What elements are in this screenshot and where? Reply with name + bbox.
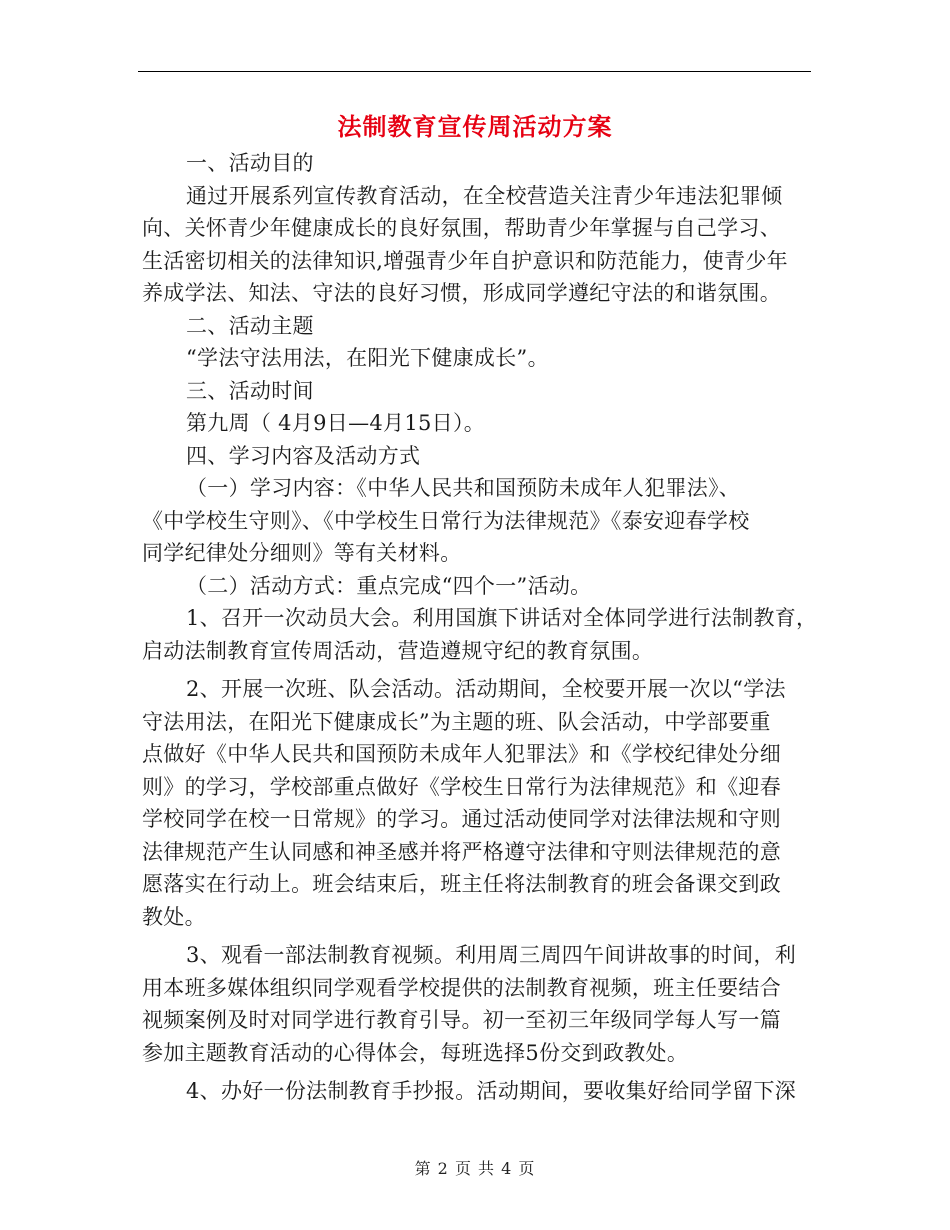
paragraph-line: 视频案例及时对同学进行教育引导。初一至初三年级同学每人写一篇 <box>142 1008 781 1032</box>
paragraph-line: 2、开展一次班、队会活动。活动期间，全校要开展一次以“学法 <box>186 677 786 701</box>
paragraph-line: 向、关怀青少年健康成长的良好氛围，帮助青少年掌握与自己学习、 <box>142 216 781 240</box>
paragraph-line: 同学纪律处分细则》等有关材料。 <box>142 541 462 565</box>
paragraph-line: 愿落实在行动上。班会结束后，班主任将法制教育的班会备课交到政 <box>142 872 781 896</box>
paragraph-line: 1、召开一次动员大会。利用国旗下讲话对全体同学进行法制教育， <box>186 606 818 630</box>
paragraph-line: 第九周（ 4月9日—4月15日）。 <box>186 411 486 435</box>
page-number-footer: 第 2 页 共 4 页 <box>414 1159 536 1178</box>
paragraph-line: 4、办好一份法制教育手抄报。活动期间，要收集好给同学留下深 <box>186 1079 797 1103</box>
paragraph-line: 点做好《中华人民共和国预防未成年人犯罪法》和《学校纪律处分细 <box>142 742 781 766</box>
document-body <box>142 147 818 1108</box>
section-heading-content: 四、学习内容及活动方式 <box>186 443 421 468</box>
paragraph-line: 学校同学在校一日常规》的学习。通过活动使同学对法律法规和守则 <box>142 807 781 831</box>
paragraph-line: 法律规范产生认同感和神圣感并将严格遵守法律和守则法律规范的意 <box>142 839 781 864</box>
paragraph-line: 启动法制教育宣传周活动，营造遵规守纪的教育氛围。 <box>142 638 654 663</box>
paragraph-line: 通过开展系列宣传教育活动，在全校营造关注青少年违法犯罪倾 <box>186 183 783 208</box>
document-title: 法制教育宣传周活动方案 <box>337 112 613 141</box>
section-heading-theme: 二、活动主题 <box>186 313 314 338</box>
paragraph-line: 则》的学习，学校部重点做好《学校生日常行为法律规范》和《迎春 <box>142 774 781 799</box>
paragraph-line: 教处。 <box>142 904 206 929</box>
paragraph-line: （一）学习内容：《中华人民共和国预防未成年人犯罪法》、 <box>186 476 741 500</box>
paragraph-line: 守法用法，在阳光下健康成长”为主题的班、队会活动，中学部要重 <box>142 709 771 734</box>
paragraph-line: 参加主题教育活动的心得体会，每班选择5份交到政教处。 <box>142 1040 689 1065</box>
paragraph-line: 养成学法、知法、守法的良好习惯，形成同学遵纪守法的和谐氛围。 <box>142 281 781 305</box>
paragraph-line: 3、观看一部法制教育视频。利用周三周四午间讲故事的时间，利 <box>186 943 797 967</box>
paragraph-line: （二）活动方式：重点完成“四个一”活动。 <box>186 573 592 598</box>
paragraph-line: 《中学校生守则》、《中学校生日常行为法律规范》《泰安迎春学校 <box>142 508 750 533</box>
paragraph-line: “学法守法用法，在阳光下健康成长”。 <box>186 346 549 370</box>
paragraph-line: 用本班多媒体组织同学观看学校提供的法制教育视频，班主任要结合 <box>142 975 781 1000</box>
header-rule <box>138 71 811 72</box>
section-heading-purpose: 一、活动目的 <box>186 151 314 175</box>
section-heading-time: 三、活动时间 <box>186 378 314 403</box>
paragraph-line: 生活密切相关的法律知识,增强青少年自护意识和防范能力，使青少年 <box>142 248 788 273</box>
